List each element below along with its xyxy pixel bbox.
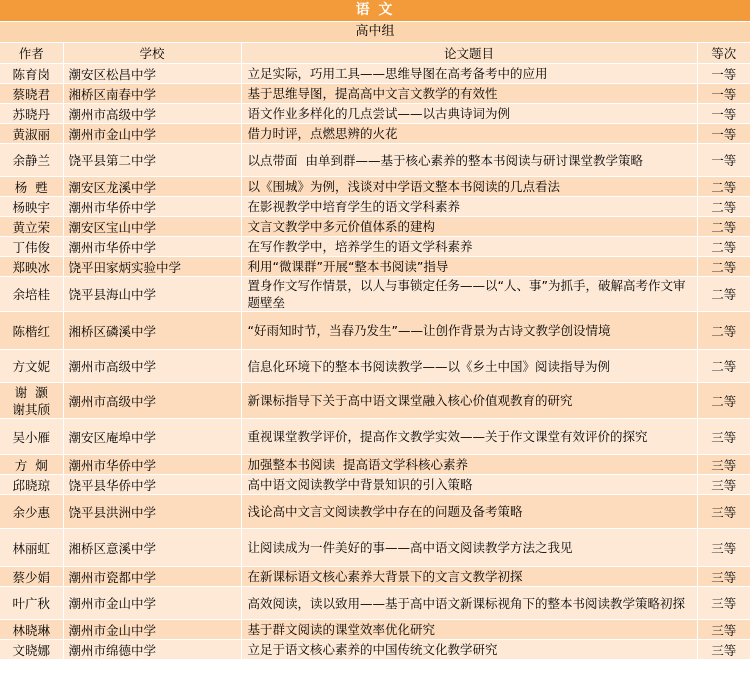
school-cell: 潮州市华侨中学 <box>63 197 241 217</box>
table-row <box>0 312 750 350</box>
author-name: 杨映宇 <box>12 199 50 215</box>
author-name: 蔡晓君 <box>12 86 50 102</box>
table-row <box>0 350 750 383</box>
author-cell <box>0 640 63 660</box>
table-row <box>0 567 750 587</box>
author-name: 林晓琳 <box>12 622 50 638</box>
school-cell: 潮州市华侨中学 <box>63 237 241 257</box>
school-cell: 饶平田家炳实验中学 <box>63 257 241 277</box>
table-row <box>0 124 750 144</box>
paper-title-cell: “好雨知时节，当春乃发生”——让创作背景为古诗文教学创设情境 <box>241 312 697 350</box>
paper-title-cell: 重视课堂教学评价，提高作文教学实效——关于作文课堂有效评价的探究 <box>241 419 697 455</box>
table-row <box>0 84 750 104</box>
school-cell: 饶平县第二中学 <box>63 144 241 177</box>
author-cell <box>0 620 63 640</box>
table-row <box>0 64 750 84</box>
school-cell: 潮安区松昌中学 <box>63 64 241 84</box>
table-row <box>0 529 750 567</box>
paper-title-cell: 文言文教学中多元价值体系的建构 <box>241 217 697 237</box>
author-name: 丁伟俊 <box>12 239 50 255</box>
table-row <box>0 495 750 529</box>
paper-title-cell: 在影视教学中培育学生的语文学科素养 <box>241 197 697 217</box>
grade-cell: 二等 <box>697 177 750 197</box>
author-cell <box>0 124 63 144</box>
paper-title-cell: 高中语文阅读教学中背景知识的引入策略 <box>241 475 697 495</box>
school-cell: 潮州市瓷都中学 <box>63 567 241 587</box>
grade-cell: 三等 <box>697 495 750 529</box>
header-author: 作者 <box>0 43 63 64</box>
paper-title-cell: 置身作文写作情景，以人与事锁定任务——以“人、事”为抓手，破解高考作文审题壁垒 <box>241 277 697 312</box>
paper-title-cell: 借力时评，点燃思辨的火花 <box>241 124 697 144</box>
author-cell <box>0 350 63 383</box>
table-row <box>0 419 750 455</box>
grade-cell: 二等 <box>697 237 750 257</box>
paper-title-cell: 利用“微课群”开展“整本书阅读”指导 <box>241 257 697 277</box>
school-cell: 潮州市高级中学 <box>63 350 241 383</box>
grade-cell: 三等 <box>697 529 750 567</box>
school-cell: 潮州市绵德中学 <box>63 640 241 660</box>
author-name: 余培桂 <box>12 287 50 302</box>
author-cell <box>0 475 63 495</box>
school-cell: 潮安区宝山中学 <box>63 217 241 237</box>
table-row <box>0 620 750 640</box>
table-row <box>0 455 750 475</box>
grade-cell: 三等 <box>697 587 750 620</box>
author-cell <box>0 144 63 177</box>
school-cell: 潮州市金山中学 <box>63 620 241 640</box>
grade-cell: 二等 <box>697 350 750 383</box>
author-cell <box>0 237 63 257</box>
paper-title-cell: 在新课标语文核心素养大背景下的文言文教学初探 <box>241 567 697 587</box>
author-cell <box>0 64 63 84</box>
author-cell <box>0 567 63 587</box>
author-cell <box>0 587 63 620</box>
paper-title-cell: 基于思维导图，提高高中文言文教学的有效性 <box>241 84 697 104</box>
grade-cell: 三等 <box>697 620 750 640</box>
school-cell: 潮安区庵埠中学 <box>63 419 241 455</box>
author-name: 叶广秋 <box>12 596 50 611</box>
paper-title-cell: 新课标指导下关于高中语文课堂融入核心价值观教育的研究 <box>241 383 697 419</box>
author-name: 邱晓琼 <box>12 477 50 493</box>
table-row <box>0 277 750 312</box>
author-name: 陈楷红 <box>12 323 50 339</box>
paper-title-cell: 以《围城》为例，浅谈对中学语文整本书阅读的几点看法 <box>241 177 697 197</box>
author-cell <box>0 529 63 567</box>
grade-cell: 二等 <box>697 217 750 237</box>
school-cell: 湘桥区南春中学 <box>63 84 241 104</box>
author-name: 蔡少娟 <box>12 569 50 585</box>
school-cell: 饶平县华侨中学 <box>63 475 241 495</box>
author-name: 余少惠 <box>12 504 50 520</box>
table-row <box>0 587 750 620</box>
grade-cell: 二等 <box>697 383 750 419</box>
school-cell: 潮州市华侨中学 <box>63 455 241 475</box>
paper-title-cell: 以点带面 由单到群——基于核心素养的整本书阅读与研讨课堂教学策略 <box>241 144 697 177</box>
school-cell: 饶平县洪洲中学 <box>63 495 241 529</box>
author-name: 吴小雁 <box>12 429 50 445</box>
author-name: 谢其颀 <box>12 401 50 417</box>
paper-title-cell: 立足实际，巧用工具——思维导图在高考备考中的应用 <box>241 64 697 84</box>
author-cell <box>0 495 63 529</box>
author-cell <box>0 312 63 350</box>
table-row <box>0 475 750 495</box>
school-cell: 潮州市金山中学 <box>63 587 241 620</box>
table-row <box>0 217 750 237</box>
group-title: 高中组 <box>0 22 750 43</box>
paper-title-cell: 在写作教学中，培养学生的语文学科素养 <box>241 237 697 257</box>
author-name: 方文妮 <box>12 359 50 374</box>
school-cell: 潮安区龙溪中学 <box>63 177 241 197</box>
table-row <box>0 104 750 124</box>
table-row <box>0 144 750 177</box>
author-name: 杨 甦 <box>14 179 48 195</box>
paper-title-cell: 信息化环境下的整本书阅读教学——以《乡土中国》阅读指导为例 <box>241 350 697 383</box>
school-cell: 饶平县海山中学 <box>63 277 241 312</box>
author-cell <box>0 197 63 217</box>
school-cell: 潮州市高级中学 <box>63 104 241 124</box>
paper-title-cell: 基于群文阅读的课堂效率优化研究 <box>241 620 697 640</box>
grade-cell: 一等 <box>697 144 750 177</box>
paper-title-cell: 浅论高中文言文阅读教学中存在的问题及备考策略 <box>241 495 697 529</box>
grade-cell: 一等 <box>697 124 750 144</box>
grade-cell: 一等 <box>697 104 750 124</box>
grade-cell: 一等 <box>697 64 750 84</box>
paper-title-cell: 加强整本书阅读 提高语文学科核心素养 <box>241 455 697 475</box>
grade-cell: 三等 <box>697 475 750 495</box>
author-name: 谢 灏 <box>14 384 48 400</box>
author-name: 苏晓丹 <box>12 106 50 122</box>
paper-title-cell: 立足于语文核心素养的中国传统文化教学研究 <box>241 640 697 660</box>
author-cell <box>0 177 63 197</box>
author-cell <box>0 257 63 277</box>
grade-cell: 三等 <box>697 455 750 475</box>
grade-cell: 三等 <box>697 567 750 587</box>
grade-cell: 三等 <box>697 640 750 660</box>
grade-cell: 一等 <box>697 84 750 104</box>
grade-cell: 二等 <box>697 257 750 277</box>
school-cell: 潮州市高级中学 <box>63 383 241 419</box>
header-grade: 等次 <box>697 43 750 64</box>
author-name: 林丽虹 <box>12 540 50 556</box>
paper-title-cell: 让阅读成为一件美好的事——高中语文阅读教学方法之我见 <box>241 529 697 567</box>
section-title: 语 文 <box>0 0 750 22</box>
table-row <box>0 197 750 217</box>
table-row <box>0 640 750 660</box>
grade-cell: 二等 <box>697 197 750 217</box>
school-cell: 潮州市金山中学 <box>63 124 241 144</box>
grade-cell: 三等 <box>697 419 750 455</box>
author-name: 文晓娜 <box>12 642 50 658</box>
author-cell <box>0 84 63 104</box>
author-cell <box>0 419 63 455</box>
header-paper: 论文题目 <box>241 43 697 64</box>
author-name: 方 炯 <box>14 457 48 473</box>
author-cell <box>0 277 63 312</box>
author-name: 郑映冰 <box>12 259 50 275</box>
table-row <box>0 383 750 419</box>
author-name: 余静兰 <box>12 153 50 168</box>
author-name: 黄立荣 <box>12 219 50 235</box>
award-table <box>0 43 750 660</box>
table-row <box>0 257 750 277</box>
table-row <box>0 177 750 197</box>
author-cell <box>0 217 63 237</box>
table-body <box>0 64 750 660</box>
grade-cell: 二等 <box>697 312 750 350</box>
author-cell <box>0 104 63 124</box>
school-cell: 湘桥区磷溪中学 <box>63 312 241 350</box>
paper-title-cell: 语文作业多样化的几点尝试——以古典诗词为例 <box>241 104 697 124</box>
author-cell <box>0 455 63 475</box>
table-header-row <box>0 43 750 64</box>
paper-title-cell: 高效阅读，读以致用——基于高中语文新课标视角下的整本书阅读教学策略初探 <box>241 587 697 620</box>
author-name: 陈育岗 <box>12 66 50 82</box>
author-cell <box>0 383 63 419</box>
author-name: 黄淑丽 <box>12 126 50 142</box>
grade-cell: 二等 <box>697 277 750 312</box>
school-cell: 湘桥区意溪中学 <box>63 529 241 567</box>
table-row <box>0 237 750 257</box>
header-school: 学校 <box>63 43 241 64</box>
